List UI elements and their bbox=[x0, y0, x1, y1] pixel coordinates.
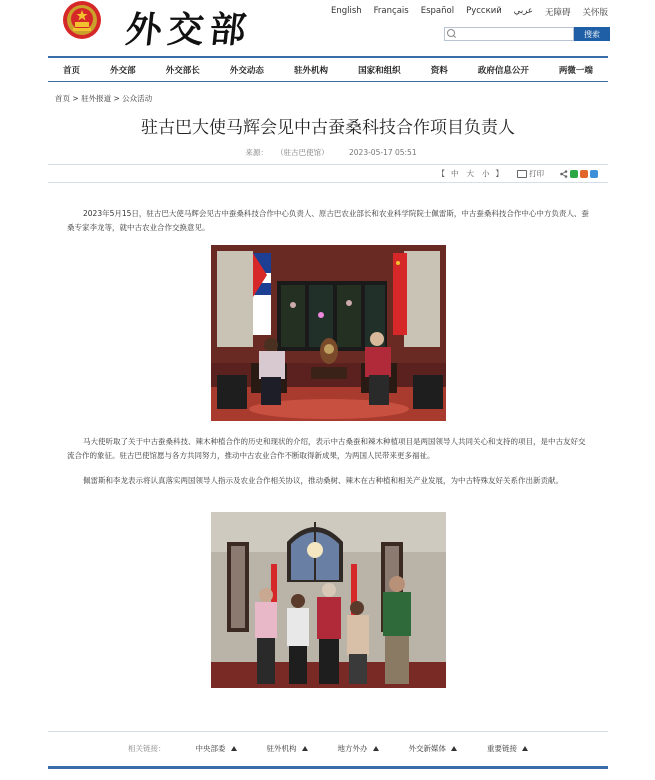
breadcrumb-separator: > bbox=[113, 94, 120, 103]
main-nav bbox=[48, 56, 608, 82]
breadcrumb-activities[interactable]: 公众活动 bbox=[122, 94, 153, 103]
language-links bbox=[331, 6, 608, 18]
divider bbox=[48, 731, 608, 732]
font-size-bracket-close: 】 bbox=[495, 169, 503, 178]
breadcrumb-separator: > bbox=[72, 94, 79, 103]
related-link-local-offices[interactable] bbox=[338, 743, 379, 754]
footer-rule bbox=[48, 766, 608, 769]
search-icon bbox=[447, 29, 455, 37]
nav-resources[interactable]: 资料 bbox=[430, 65, 448, 76]
triangle-up-icon bbox=[522, 746, 528, 751]
font-size-small[interactable]: 小 bbox=[482, 169, 490, 178]
share-icons bbox=[560, 170, 598, 178]
font-size-medium[interactable]: 中 bbox=[451, 169, 459, 178]
nav-ministry[interactable]: 外交部 bbox=[110, 65, 136, 76]
site-logo[interactable]: 外交部 bbox=[123, 9, 254, 51]
article-paragraph: 2023年5月15日，驻古巴大使马辉会见古中蚕桑科技合作中心负责人、原古巴农业部长和农业科学院院士佩雷斯，中古蚕桑科技合作中心中方负责人、蚕桑专家李龙等，就中古农业合作交换意见。 bbox=[67, 209, 589, 232]
divider bbox=[48, 182, 608, 183]
care-version-link[interactable]: 关怀版 bbox=[582, 8, 608, 18]
weibo-icon[interactable] bbox=[580, 170, 588, 178]
divider bbox=[48, 164, 608, 165]
related-link-label: 中央部委 bbox=[195, 744, 226, 753]
site-header bbox=[48, 0, 608, 56]
related-link-label: 重要链接 bbox=[487, 744, 517, 753]
lang-french[interactable]: Français bbox=[373, 6, 409, 16]
source-value: （驻古巴使馆） bbox=[279, 148, 329, 157]
article-paragraph: 马大使听取了关于中古蚕桑科技、辣木种植合作的历史和现状的介绍，表示中古桑蚕和辣木种植项目是两国领导人共同关心和支持的项目，是中古友好交流合作的象征。驻古巴使馆愿与各方共同努力，推动中古农业合作不断取得新成果，为两国人民带来更多福祉。 bbox=[67, 437, 586, 460]
lang-spanish[interactable]: Español bbox=[420, 6, 455, 16]
page-title: 驻古巴大使马辉会见中古蚕桑科技合作项目负责人 bbox=[141, 118, 515, 138]
qzone-icon[interactable] bbox=[590, 170, 598, 178]
breadcrumb-home[interactable]: 首页 bbox=[55, 94, 70, 103]
nav-gov-info[interactable]: 政府信息公开 bbox=[477, 65, 529, 76]
print-label: 打印 bbox=[529, 169, 544, 178]
nav-countries[interactable]: 国家和组织 bbox=[358, 65, 401, 76]
breadcrumb-reports[interactable]: 驻外报道 bbox=[81, 94, 112, 103]
article-meta bbox=[48, 147, 608, 158]
font-size-controls bbox=[451, 168, 490, 179]
article-tools bbox=[438, 168, 599, 179]
wechat-icon[interactable] bbox=[570, 170, 578, 178]
source-label: 来源： bbox=[245, 148, 268, 157]
lang-english[interactable]: English bbox=[330, 6, 362, 16]
search-input[interactable] bbox=[444, 27, 574, 41]
meeting-photo bbox=[211, 245, 446, 421]
article-paragraph: 佩雷斯和李龙表示将认真落实两国领导人指示及农业合作相关协议，推动桑树、辣木在古种植和相关产业发展，为中古特殊友好关系作出新贡献。 bbox=[83, 476, 563, 485]
printer-icon bbox=[517, 170, 527, 178]
triangle-up-icon bbox=[451, 746, 457, 751]
nav-minister[interactable]: 外交部长 bbox=[165, 65, 200, 76]
related-link-label: 驻外机构 bbox=[266, 744, 297, 753]
share-icon[interactable] bbox=[560, 170, 568, 178]
related-link-missions[interactable] bbox=[267, 743, 308, 754]
related-link-label: 外交新媒体 bbox=[408, 744, 446, 753]
search-button[interactable]: 搜索 bbox=[574, 27, 610, 41]
triangle-up-icon bbox=[302, 746, 308, 751]
accessibility-link[interactable]: 无障碍 bbox=[544, 8, 571, 18]
related-link-important[interactable] bbox=[487, 743, 528, 754]
related-links-label: 相关链接： bbox=[128, 744, 166, 753]
publish-time: 2023-05-17 05:51 bbox=[349, 148, 417, 157]
related-link-new-media[interactable] bbox=[409, 743, 458, 754]
nav-news[interactable]: 外交动态 bbox=[229, 65, 264, 76]
lang-arabic[interactable]: عربي bbox=[513, 6, 533, 16]
font-size-bracket-open: 【 bbox=[437, 169, 445, 178]
related-link-label: 地方外办 bbox=[337, 744, 368, 753]
lang-russian[interactable]: Русский bbox=[466, 6, 502, 16]
triangle-up-icon bbox=[231, 746, 237, 751]
related-link-central-ministries[interactable] bbox=[196, 743, 237, 754]
nav-missions[interactable]: 驻外机构 bbox=[293, 65, 328, 76]
group-photo bbox=[211, 512, 446, 688]
breadcrumb bbox=[55, 93, 152, 104]
related-links bbox=[48, 743, 608, 754]
triangle-up-icon bbox=[373, 746, 379, 751]
nav-home[interactable]: 首页 bbox=[63, 65, 81, 76]
nav-social[interactable]: 两微一端 bbox=[558, 65, 593, 76]
national-emblem-icon[interactable] bbox=[62, 0, 102, 40]
search-box bbox=[444, 27, 610, 41]
print-button[interactable] bbox=[517, 168, 544, 179]
font-size-large[interactable]: 大 bbox=[466, 169, 474, 178]
